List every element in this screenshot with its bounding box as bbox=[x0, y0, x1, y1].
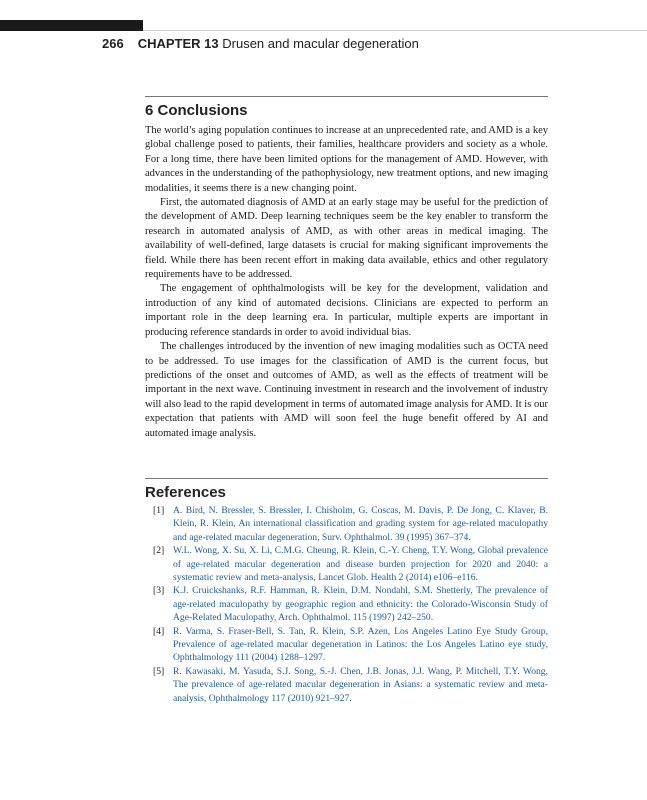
running-head bbox=[102, 36, 419, 51]
reference-link[interactable]: R. Varma, S. Fraser-Bell, S. Tan, R. Klein, S.P. Azen, Los Angeles Latino Eye Study Group, Prevalence of age-related macular degeneration in Latinos: the Los Angeles Latino eye study, Ophthalmology 111 (2004) 1288–1297. bbox=[173, 625, 548, 664]
references-list bbox=[145, 504, 548, 705]
reference-number: [1] bbox=[153, 505, 165, 516]
reference-link[interactable]: W.L. Wong, X. Su, X. Li, C.M.G. Cheung, R. Klein, C.-Y. Cheng, T.Y. Wong, Global prevalence of age-related macular degeneration and disease burden projection for 2020 and 2040: a systematic review and meta-analysis, Lancet Glob. Health 2 (2014) e106–e116. bbox=[173, 545, 548, 584]
reference-item-2[interactable] bbox=[145, 544, 548, 584]
chapter-label: CHAPTER 13 bbox=[137, 36, 219, 51]
header-bar bbox=[0, 20, 143, 31]
conclusions-body bbox=[145, 124, 548, 441]
paragraph: First, the automated diagnosis of AMD at an early stage may be useful for the prediction of the development of AMD. Deep learning techniques seem be the key enabler to transform the research in automated analysis of AMD, as with other areas in medical imaging. The availability of well-defined, large datasets is crucial for making significant improvements the field. While there has been recent effort in making data available, ethics and other regulatory requirements have to be addressed. bbox=[145, 197, 548, 281]
references-divider bbox=[145, 478, 548, 479]
reference-number: [4] bbox=[153, 625, 165, 637]
reference-link[interactable]: R. Kawasaki, M. Yasuda, S.J. Song, S.-J. Chen, J.B. Jonas, J.J. Wang, P. Mitchell, T.Y. Wong, The prevalence of age-related macular degeneration in Asians: a systematic review and meta-analysis, Ophthalmology 117 (2010) 921–927. bbox=[173, 665, 548, 704]
reference-item-4[interactable] bbox=[145, 625, 548, 665]
reference-item-5[interactable] bbox=[145, 665, 548, 705]
reference-item-1[interactable] bbox=[145, 504, 548, 544]
paragraph: The engagement of ophthalmologists will be key for the development, validation and introduction of any kind of automated decisions. Clinicians are expected to perform an important role in the deep learning era. In particular, multiple experts are important in producing reference standards in order to avoid individual bias. bbox=[145, 283, 548, 338]
page-number: 266 bbox=[102, 36, 124, 51]
section-divider bbox=[145, 96, 548, 97]
references-heading: References bbox=[145, 484, 226, 501]
header-rule bbox=[143, 30, 647, 31]
section-heading-conclusions: 6 Conclusions bbox=[145, 102, 248, 119]
reference-number: [3] bbox=[153, 585, 165, 597]
chapter-title: Drusen and macular degeneration bbox=[222, 36, 419, 51]
paragraph: The challenges introduced by the invention of new imaging modalities such as OCTA need to be addressed. To use images for the classification of AMD is the current focus, but predictions of the onset and outcomes of AMD, as well as the effects of treatment will be important in the next wave. Continuing investment in research and the involvement of industry will also lead to the rapid development in terms of automated image analysis for AMD. It is our expectation that patients with AMD will soon feel the huge benefit offered by AI and automated image analysis. bbox=[145, 341, 548, 439]
reference-item-3[interactable] bbox=[145, 584, 548, 624]
reference-number: [2] bbox=[153, 545, 165, 557]
reference-link[interactable]: A. Bird, N. Bressler, S. Bressler, I. Chisholm, G. Coscas, M. Davis, P. De Jong, C. Klaver, B. Klein, R. Klein, An international classification and grading system for age-related maculopathy and age-related macular degeneration, Surv. Ophthalmol. 39 (1995) 367–374. bbox=[173, 505, 548, 543]
paragraph: The world’s aging population continues to increase at an unprecedented rate, and AMD is a key global challenge posed to patients, their families, healthcare providers and society as a whole. For a long time, there have been limited options for the management of AMD. However, with advances in the understanding of the pathophysiology, new treatment options, and new imaging modalities, it seems there is a new changing point. bbox=[145, 125, 548, 194]
reference-link[interactable]: K.J. Cruickshanks, R.F. Hamman, R. Klein, D.M. Nondahl, S.M. Shetterly, The prevalence of age-related maculopathy by geographic region and ethnicity: the Colorado-Wisconsin Study of Age-Related Maculopathy, Arch. Ophthalmol. 115 (1997) 242–250. bbox=[173, 585, 548, 624]
reference-number: [5] bbox=[153, 665, 165, 677]
